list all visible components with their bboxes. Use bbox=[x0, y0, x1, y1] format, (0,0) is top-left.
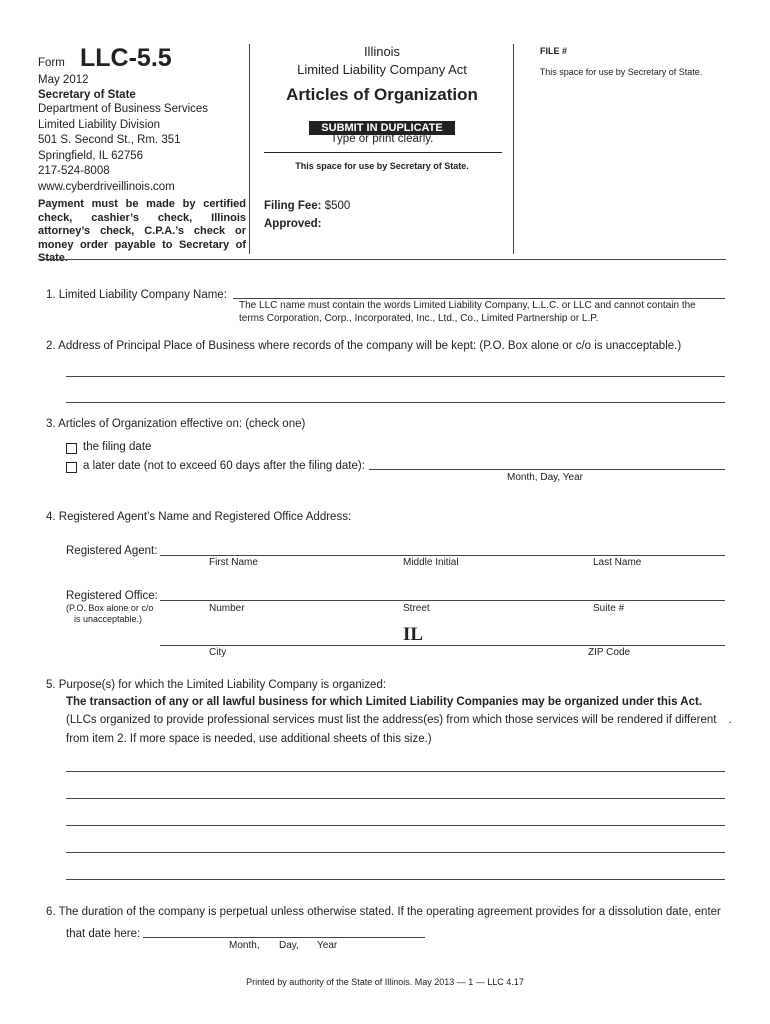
q5-lawful-business: The transaction of any or all lawful business for which Limited Liability Companies may be organized under this Act. bbox=[66, 696, 703, 708]
later-date-checkbox[interactable] bbox=[66, 462, 77, 473]
purpose-field[interactable] bbox=[66, 879, 725, 880]
page-title: Articles of Organization bbox=[286, 85, 478, 104]
header-divider-left bbox=[249, 44, 250, 254]
office-number-hint: Number bbox=[209, 603, 245, 614]
q5-note: (LLCs organized to provide professional services must list the address(es) from which those services will be rendered if different . bbox=[66, 714, 732, 726]
filing-fee bbox=[264, 200, 350, 212]
purpose-field[interactable] bbox=[66, 798, 725, 799]
type-print-note: Type or print clearly. bbox=[330, 133, 434, 145]
q6-day-hint: Day, bbox=[279, 940, 299, 951]
filing-date-checkbox[interactable] bbox=[66, 443, 77, 454]
q4-label: 4. Registered Agent’s Name and Registered Office Address: bbox=[46, 511, 352, 523]
form-number: LLC-5.5 bbox=[80, 44, 172, 72]
office-zip-hint: ZIP Code bbox=[588, 647, 631, 658]
dept-line: Limited Liability Division bbox=[38, 118, 161, 131]
agent-first-hint: First Name bbox=[209, 557, 258, 568]
header-bottom-rule bbox=[38, 259, 726, 260]
office-city-zip-field[interactable] bbox=[160, 645, 725, 646]
file-number-label: FILE # bbox=[540, 46, 568, 56]
q3-option-later-date: a later date (not to exceed 60 days after the filing date): bbox=[83, 460, 365, 472]
act-name: Limited Liability Company Act bbox=[297, 62, 467, 77]
q1-note: terms Corporation, Corp., Incorporated, Inc., Ltd., Co., Limited Partnership or L.P. bbox=[239, 313, 599, 324]
header-rule bbox=[264, 152, 502, 153]
office-note: (P.O. Box alone or c/o bbox=[66, 603, 154, 613]
agent-middle-hint: Middle Initial bbox=[403, 557, 459, 568]
later-date-field[interactable] bbox=[369, 469, 725, 470]
q5-label: 5. Purpose(s) for which the Limited Liability Company is organized: bbox=[46, 679, 387, 691]
approved-label: Approved: bbox=[264, 218, 322, 230]
office-suite-hint: Suite # bbox=[593, 603, 625, 614]
purpose-field[interactable] bbox=[66, 771, 725, 772]
purpose-field[interactable] bbox=[66, 825, 725, 826]
agent-last-hint: Last Name bbox=[593, 557, 642, 568]
agent-label: Registered Agent: bbox=[66, 545, 158, 557]
payment-note: Payment must be made by certified check, cashier’s check, Illinois attorney’s check, C.P.A.’s check or money order payable to Secretary of State. bbox=[38, 198, 246, 264]
q1-label: 1. Limited Liability Company Name: bbox=[46, 289, 227, 301]
office-state: IL bbox=[403, 624, 424, 645]
dept-line: www.cyberdriveillinois.com bbox=[38, 180, 175, 193]
principal-address-field[interactable] bbox=[66, 376, 725, 377]
q6-label: 6. The duration of the company is perpetual unless otherwise stated. If the operating agreement provides for a dissolution date, enter bbox=[46, 906, 721, 918]
footer-text: Printed by authority of the State of Illinois. May 2013 — 1 — LLC 4.17 bbox=[246, 977, 524, 987]
purpose-field[interactable] bbox=[66, 852, 725, 853]
dept-line: Springfield, IL 62756 bbox=[38, 149, 144, 162]
office-street-hint: Street bbox=[403, 603, 430, 614]
llc-name-field[interactable] bbox=[233, 298, 725, 299]
q6-date-label: that date here: bbox=[66, 928, 141, 940]
q1-note: The LLC name must contain the words Limited Liability Company, L.L.C. or LLC and cannot contain the bbox=[239, 300, 696, 311]
q5-note: from item 2. If more space is needed, use additional sheets of this size.) bbox=[66, 733, 432, 745]
form-prefix: Form bbox=[38, 57, 65, 69]
office-label: Registered Office: bbox=[66, 590, 158, 602]
header-divider-right bbox=[513, 44, 514, 254]
principal-address-field[interactable] bbox=[66, 402, 725, 403]
q6-month-hint: Month, bbox=[229, 940, 260, 951]
q6-year-hint: Year bbox=[317, 940, 338, 951]
department-address bbox=[38, 102, 208, 195]
registered-agent-field[interactable] bbox=[160, 555, 725, 556]
form-date: May 2012 bbox=[38, 74, 89, 86]
filing-fee-label: Filing Fee: bbox=[264, 200, 322, 212]
dissolution-date-field[interactable] bbox=[143, 937, 425, 938]
q2-label: 2. Address of Principal Place of Business where records of the company will be kept: (P.O. Box alone or c/o is unacceptable.) bbox=[46, 340, 682, 352]
dept-line: 501 S. Second St., Rm. 351 bbox=[38, 134, 181, 146]
dept-line: Department of Business Services bbox=[38, 103, 209, 115]
office-name: Secretary of State bbox=[38, 89, 136, 101]
q3-option-filing-date: the filing date bbox=[83, 441, 152, 453]
q3-label: 3. Articles of Organization effective on: (check one) bbox=[46, 418, 306, 430]
q5-note-text: (LLCs organized to provide professional services must list the address(es) from which those services will be rendered if different bbox=[66, 714, 717, 726]
sos-space-right: This space for use by Secretary of State. bbox=[539, 67, 703, 77]
registered-office-field[interactable] bbox=[160, 600, 725, 601]
office-city-hint: City bbox=[209, 647, 227, 658]
submit-badge: SUBMIT IN DUPLICATE bbox=[309, 121, 454, 135]
filing-fee-value: $500 bbox=[324, 200, 351, 212]
state-name: Illinois bbox=[363, 44, 401, 59]
office-note: is unacceptable.) bbox=[74, 614, 143, 624]
sos-space-note: This space for use by Secretary of State. bbox=[295, 161, 469, 171]
date-hint: Month, Day, Year bbox=[507, 472, 583, 483]
dept-line: 217-524-8008 bbox=[38, 165, 110, 177]
